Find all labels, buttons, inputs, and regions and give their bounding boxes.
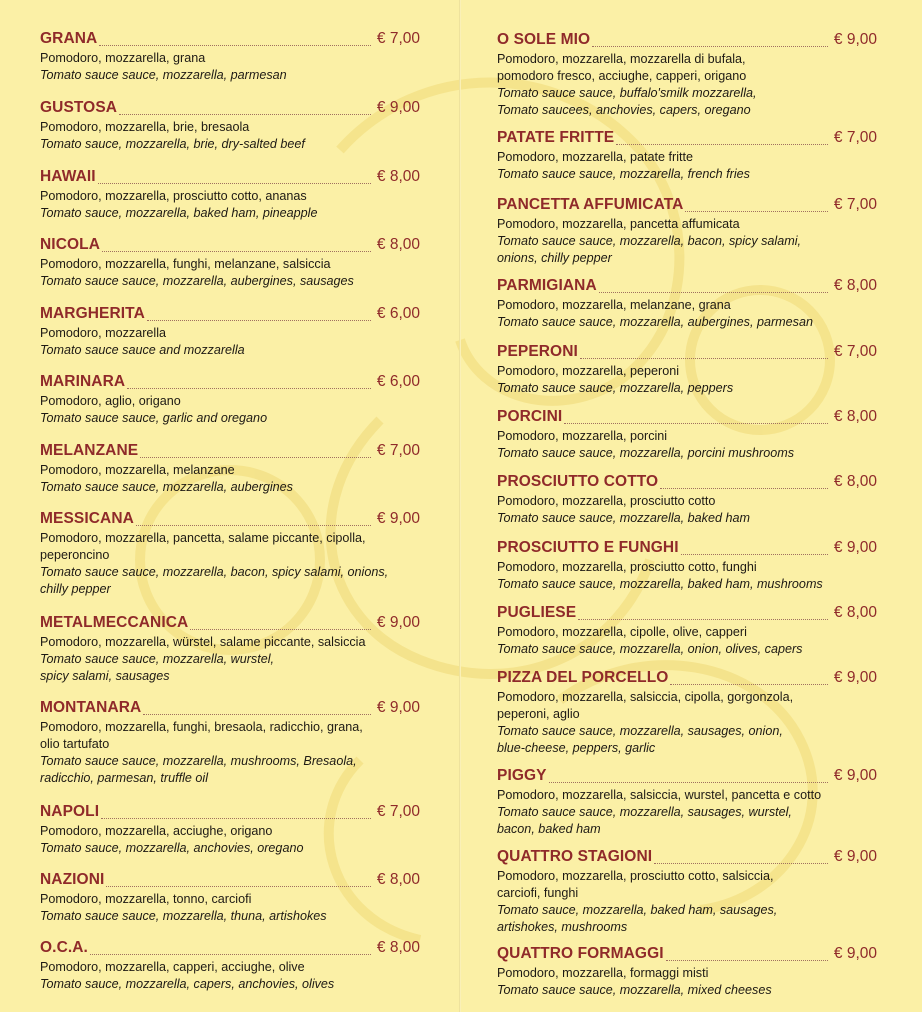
menu-item-messicana [40, 510, 420, 598]
ingredients-english: Tomato sauce sauce, mozzarella, aubergines, sausages [40, 274, 354, 288]
menu-item-nazioni [40, 871, 420, 925]
pizza-name: NAZIONI [40, 871, 105, 888]
pizza-name: PIZZA DEL PORCELLO [497, 669, 669, 686]
menu-item-pizza-del-porcello [497, 669, 877, 757]
ingredients-english: Tomato sauce sauce, mozzarella, onion, olives, capers [497, 642, 803, 656]
menu-item-header [40, 168, 420, 188]
ingredients-english: Tomato sauce sauce, mozzarella, bacon, spicy salami, onions, [40, 565, 389, 579]
menu-item-header [40, 614, 420, 634]
ingredients-italian: Pomodoro, mozzarella, porcini [497, 429, 668, 443]
dotted-leader [654, 862, 828, 864]
dotted-leader [564, 422, 828, 424]
dotted-leader [127, 387, 371, 389]
ingredients-italian: olio tartufato [40, 737, 110, 751]
menu-item-quattro-formaggi [497, 945, 877, 999]
pizza-name: MARGHERITA [40, 305, 145, 322]
pizza-price: € 8,00 [833, 604, 877, 621]
ingredients-english: Tomato sauce, mozzarella, baked ham, pineapple [40, 206, 318, 220]
ingredients-english: Tomato sauce sauce, mozzarella, aubergines [40, 480, 293, 494]
ingredients-english: Tomato sauce sauce, mozzarella, sausages, wurstel, [497, 805, 792, 819]
dotted-leader [140, 456, 371, 458]
menu-item-header [40, 305, 420, 325]
ingredients-english: Tomato sauce sauce, mozzarella, bacon, spicy salami, [497, 234, 802, 248]
pizza-name: O.C.A. [40, 939, 88, 956]
pizza-price: € 7,00 [833, 196, 877, 213]
ingredients-italian: peperoni, aglio [497, 707, 580, 721]
menu-item-header [40, 939, 420, 959]
menu-item-quattro-stagioni [497, 848, 877, 936]
menu-item-header [497, 31, 877, 51]
pizza-name: QUATTRO FORMAGGI [497, 945, 664, 962]
menu-item-header [497, 408, 877, 428]
pizza-name: MONTANARA [40, 699, 142, 716]
pizza-price: € 8,00 [376, 871, 420, 888]
pizza-price: € 9,00 [376, 99, 420, 116]
pizza-price: € 7,00 [833, 129, 877, 146]
pizza-price: € 9,00 [833, 539, 877, 556]
pizza-price: € 9,00 [833, 31, 877, 48]
ingredients-english: Tomato sauce sauce, mozzarella, porcini mushrooms [497, 446, 795, 460]
pizza-name: METALMECCANICA [40, 614, 189, 631]
menu-item-peperoni [497, 343, 877, 397]
dotted-leader [136, 524, 371, 526]
ingredients-italian: Pomodoro, mozzarella, prosciutto cotto, funghi [497, 560, 757, 574]
ingredients-italian: Pomodoro, mozzarella, brie, bresaola [40, 120, 250, 134]
ingredients-italian: peperoncino [40, 548, 110, 562]
ingredients-english: Tomato sauce sauce, mozzarella, aubergines, parmesan [497, 315, 813, 329]
pizza-name: PANCETTA AFFUMICATA [497, 196, 684, 213]
ingredients-english: Tomato sauce, mozzarella, brie, dry-salted beef [40, 137, 305, 151]
ingredients-italian: Pomodoro, mozzarella, salsiccia, cipolla, gorgonzola, [497, 690, 794, 704]
ingredients-italian: Pomodoro, mozzarella, patate fritte [497, 150, 693, 164]
ingredients-italian: Pomodoro, mozzarella, pancetta, salame piccante, cipolla, [40, 531, 366, 545]
ingredients-italian: Pomodoro, mozzarella, prosciutto cotto [497, 494, 716, 508]
ingredients-english: spicy salami, sausages [40, 669, 170, 683]
ingredients-italian: Pomodoro, mozzarella, formaggi misti [497, 966, 709, 980]
dotted-leader [101, 817, 371, 819]
menu-item-header [40, 871, 420, 891]
menu-item-pugliese [497, 604, 877, 658]
ingredients-english: Tomato sauce sauce, mozzarella, french fries [497, 167, 750, 181]
dotted-leader [660, 487, 828, 489]
dotted-leader [549, 781, 828, 783]
menu-item-melanzane [40, 442, 420, 496]
pizza-price: € 9,00 [376, 699, 420, 716]
pizza-price: € 6,00 [376, 373, 420, 390]
pizza-name: PROSCIUTTO E FUNGHI [497, 539, 679, 556]
ingredients-english: Tomato sauce sauce, mozzarella, mixed cheeses [497, 983, 772, 997]
menu-item-o-c-a [40, 939, 420, 993]
dotted-leader [190, 628, 371, 630]
ingredients-english: Tomato sauce sauce, mozzarella, parmesan [40, 68, 287, 82]
ingredients-italian: Pomodoro, aglio, origano [40, 394, 181, 408]
ingredients-english: bacon, baked ham [497, 822, 601, 836]
ingredients-italian: Pomodoro, mozzarella, salsiccia, wurstel, pancetta e cotto [497, 788, 822, 802]
menu-item-header [497, 539, 877, 559]
dotted-leader [119, 113, 371, 115]
dotted-leader [143, 713, 371, 715]
dotted-leader [666, 959, 828, 961]
menu-item-parmigiana [497, 277, 877, 331]
ingredients-italian: Pomodoro, mozzarella, funghi, bresaola, radicchio, grana, [40, 720, 363, 734]
ingredients-english: Tomato sauce sauce, buffalo'smilk mozzarella, [497, 86, 757, 100]
menu-item-header [497, 473, 877, 493]
ingredients-english: radicchio, parmesan, truffle oil [40, 771, 208, 785]
menu-item-header [40, 442, 420, 462]
menu-item-margherita [40, 305, 420, 359]
menu-item-metalmeccanica [40, 614, 420, 685]
menu-item-hawaii [40, 168, 420, 222]
menu-item-porcini [497, 408, 877, 462]
pizza-name: MELANZANE [40, 442, 139, 459]
pizza-price: € 8,00 [833, 277, 877, 294]
ingredients-italian: Pomodoro, mozzarella, würstel, salame piccante, salsiccia [40, 635, 366, 649]
pizza-price: € 9,00 [376, 614, 420, 631]
dotted-leader [580, 357, 828, 359]
dotted-leader [578, 618, 828, 620]
ingredients-italian: Pomodoro, mozzarella, peperoni [497, 364, 680, 378]
dotted-leader [102, 250, 371, 252]
menu-item-header [497, 848, 877, 868]
menu-item-header [497, 196, 877, 216]
dotted-leader [616, 143, 828, 145]
menu-item-o-sole-mio [497, 31, 877, 119]
ingredients-english: Tomato sauce sauce, mozzarella, baked ham, mushrooms [497, 577, 823, 591]
ingredients-english: chilly pepper [40, 582, 111, 596]
menu-item-gustosa [40, 99, 420, 153]
dotted-leader [147, 319, 371, 321]
pizza-price: € 9,00 [833, 848, 877, 865]
menu-fold [459, 0, 461, 1012]
pizza-price: € 6,00 [376, 305, 420, 322]
ingredients-italian: Pomodoro, mozzarella, funghi, melanzane, salsiccia [40, 257, 331, 271]
pizza-name: MESSICANA [40, 510, 134, 527]
ingredients-italian: Pomodoro, mozzarella [40, 326, 166, 340]
dotted-leader [599, 291, 828, 293]
dotted-leader [99, 44, 371, 46]
dotted-leader [106, 885, 370, 887]
menu-item-header [40, 803, 420, 823]
ingredients-italian: Pomodoro, mozzarella, grana [40, 51, 206, 65]
menu-item-header [497, 767, 877, 787]
ingredients-italian: Pomodoro, mozzarella, prosciutto cotto, salsiccia, [497, 869, 774, 883]
menu-item-napoli [40, 803, 420, 857]
menu-item-header [40, 699, 420, 719]
pizza-price: € 7,00 [376, 803, 420, 820]
ingredients-english: Tomato sauce sauce and mozzarella [40, 343, 245, 357]
dotted-leader [670, 683, 827, 685]
menu-item-prosciutto-cotto [497, 473, 877, 527]
ingredients-english: Tomato sauce sauce, mozzarella, peppers [497, 381, 734, 395]
pizza-price: € 8,00 [376, 168, 420, 185]
pizza-price: € 8,00 [376, 939, 420, 956]
pizza-name: NAPOLI [40, 803, 100, 820]
ingredients-english: Tomato sauce sauce, mozzarella, mushrooms, Bresaola, [40, 754, 357, 768]
dotted-leader [685, 210, 827, 212]
ingredients-english: Tomato sauce sauce, mozzarella, baked ham [497, 511, 750, 525]
ingredients-italian: Pomodoro, mozzarella, cipolle, olive, capperi [497, 625, 747, 639]
menu-item-header [497, 945, 877, 965]
pizza-name: O SOLE MIO [497, 31, 591, 48]
pizza-price: € 7,00 [833, 343, 877, 360]
menu-item-patate-fritte [497, 129, 877, 183]
dotted-leader [90, 953, 371, 955]
menu-item-prosciutto-e-funghi [497, 539, 877, 593]
pizza-name: GUSTOSA [40, 99, 118, 116]
ingredients-italian: carciofi, funghi [497, 886, 579, 900]
pizza-name: PUGLIESE [497, 604, 577, 621]
menu-item-header [497, 277, 877, 297]
menu-item-grana [40, 30, 420, 84]
pizza-name: PEPERONI [497, 343, 578, 360]
ingredients-english: Tomato saucees, anchovies, capers, oregano [497, 103, 751, 117]
ingredients-english: Tomato sauce sauce, mozzarella, thuna, artishokes [40, 909, 327, 923]
menu-item-header [497, 343, 877, 363]
pizza-name: PIGGY [497, 767, 547, 784]
menu-item-nicola [40, 236, 420, 290]
pizza-price: € 7,00 [376, 30, 420, 47]
ingredients-english: Tomato sauce, mozzarella, capers, anchovies, olives [40, 977, 335, 991]
dotted-leader [592, 45, 828, 47]
ingredients-italian: Pomodoro, mozzarella, melanzane, grana [497, 298, 731, 312]
pizza-price: € 7,00 [376, 442, 420, 459]
menu-item-header [40, 510, 420, 530]
ingredients-english: onions, chilly pepper [497, 251, 612, 265]
pizza-price: € 8,00 [376, 236, 420, 253]
pizza-name: PATATE FRITTE [497, 129, 615, 146]
ingredients-italian: Pomodoro, mozzarella, prosciutto cotto, ananas [40, 189, 307, 203]
menu-item-pancetta-affumicata [497, 196, 877, 267]
ingredients-italian: Pomodoro, mozzarella, acciughe, origano [40, 824, 273, 838]
pizza-name: PARMIGIANA [497, 277, 597, 294]
dotted-leader [98, 182, 371, 184]
menu-item-header [40, 236, 420, 256]
menu-item-piggy [497, 767, 877, 838]
menu-item-marinara [40, 373, 420, 427]
pizza-name: HAWAII [40, 168, 96, 185]
pizza-price: € 9,00 [376, 510, 420, 527]
menu-item-header [40, 30, 420, 50]
ingredients-english: artishokes, mushrooms [497, 920, 628, 934]
menu-item-header [497, 129, 877, 149]
pizza-name: GRANA [40, 30, 98, 47]
pizza-name: PORCINI [497, 408, 563, 425]
pizza-name: MARINARA [40, 373, 126, 390]
pizza-price: € 9,00 [833, 767, 877, 784]
ingredients-english: blue-cheese, peppers, garlic [497, 741, 656, 755]
menu-item-montanara [40, 699, 420, 787]
ingredients-italian: pomodoro fresco, acciughe, capperi, origano [497, 69, 747, 83]
menu-item-header [497, 604, 877, 624]
pizza-name: QUATTRO STAGIONI [497, 848, 653, 865]
dotted-leader [681, 553, 828, 555]
ingredients-english: Tomato sauce sauce, mozzarella, wurstel, [40, 652, 275, 666]
pizza-price: € 8,00 [833, 408, 877, 425]
pizza-price: € 9,00 [833, 945, 877, 962]
pizza-name: PROSCIUTTO COTTO [497, 473, 659, 490]
menu-item-header [40, 99, 420, 119]
ingredients-english: Tomato sauce, mozzarella, anchovies, oregano [40, 841, 304, 855]
ingredients-italian: Pomodoro, mozzarella, capperi, acciughe, olive [40, 960, 305, 974]
ingredients-english: Tomato sauce sauce, mozzarella, sausages, onion, [497, 724, 783, 738]
menu-item-header [497, 669, 877, 689]
ingredients-italian: Pomodoro, mozzarella, pancetta affumicata [497, 217, 740, 231]
menu-item-header [40, 373, 420, 393]
ingredients-italian: Pomodoro, mozzarella, mozzarella di bufala, [497, 52, 746, 66]
ingredients-english: Tomato sauce, mozzarella, baked ham, sausages, [497, 903, 778, 917]
pizza-name: NICOLA [40, 236, 101, 253]
pizza-price: € 9,00 [833, 669, 877, 686]
ingredients-english: Tomato sauce sauce, garlic and oregano [40, 411, 268, 425]
ingredients-italian: Pomodoro, mozzarella, tonno, carciofi [40, 892, 252, 906]
pizza-price: € 8,00 [833, 473, 877, 490]
ingredients-italian: Pomodoro, mozzarella, melanzane [40, 463, 235, 477]
